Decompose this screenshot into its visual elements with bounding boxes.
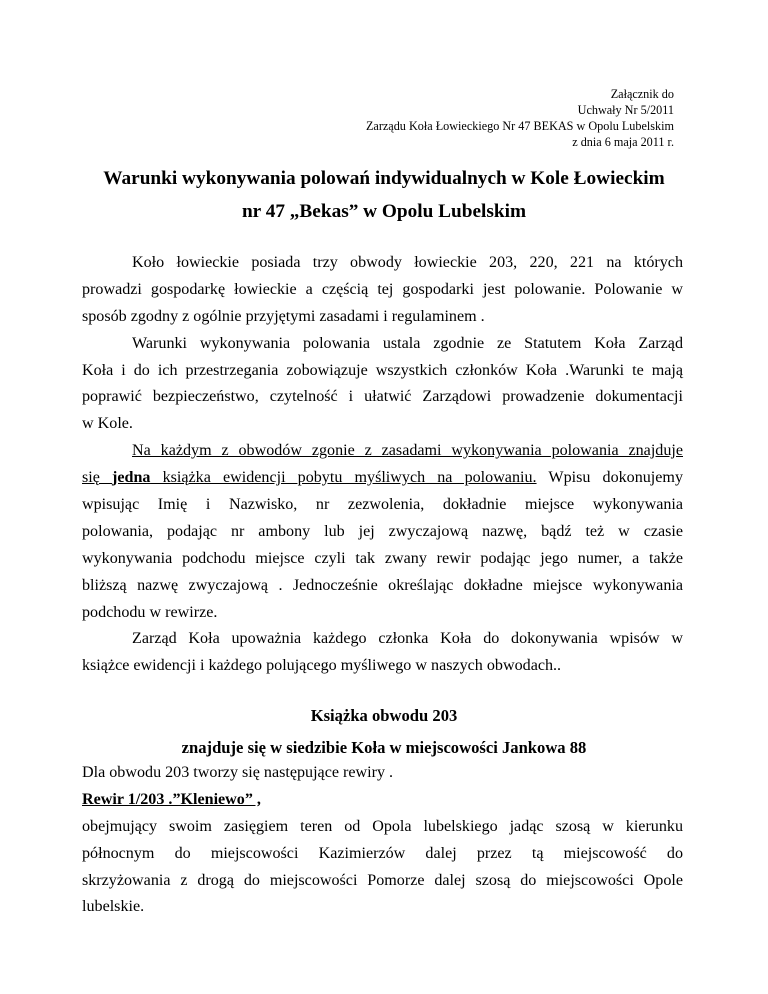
paragraph-line: Na każdym z obwodów zgonie z zasadami wykonywania polowania znajduje [132,442,683,460]
paragraph-line: lubelskie. [82,898,145,916]
paragraph-line: skrzyżowania z drogą do miejscowości Pomorze dalej szosą do miejscowości Opole [82,871,683,889]
attachment-line: Zarządu Koła Łowieckiego Nr 47 BEKAS w Opolu Lubelskim [365,119,674,133]
paragraph-line [82,465,683,492]
paragraph-line: Koło łowieckie posiada trzy obwody łowieckie 203, 220, 221 na których [132,254,683,271]
bold-underlined-text: jedna [112,469,151,487]
attachment-line: Załącznik do [610,87,674,101]
section-text [82,760,683,921]
rewir-label: Rewir 1/203 .”Kleniewo” , [82,790,261,808]
section-title: Książka obwodu 203 [310,706,458,725]
attachment-line: Uchwały Nr 5/2011 [577,103,674,117]
paragraph-line: bliższą nazwę zwyczajową . Jednocześnie określając dokładne miejsce wykonywania [82,576,683,594]
paragraph-line: Dla obwodu 203 tworzy się następujące rewiry . [82,764,394,781]
paragraph-line: polowania, podając nr ambony lub jej zwyczajową nazwę, bądź też w czasie [82,522,683,540]
paragraph-line: wykonywania podchodu miejsce czyli tak zwany rewir podając jego numer, a także [82,549,683,567]
paragraph-line: podchodu w rewirze. [82,603,218,621]
paragraph-line: obejmujący swoim zasięgiem teren od Opola lubelskiego jadąc szosą w kierunku [82,817,683,835]
paragraph-line: w Kole. [82,415,133,433]
section-subtitle: znajduje się w siedzibie Koła w miejscowości Jankowa 88 [181,738,587,757]
paragraph-line: wpisując Imię i Nazwisko, nr zezwolenia, dokładnie miejsce wykonywania [82,496,683,514]
attachment-line: z dnia 6 maja 2011 r. [572,135,674,149]
paragraph-line: sposób zgodny z ogólnie przyjętymi zasadami i regulaminem . [82,307,485,325]
paragraph-line: poprawić bezpieczeństwo, czytelność i ułatwić Zarządowi prowadzenie dokumentacji [82,388,683,406]
paragraph-line: północnym do miejscowości Kazimierzów dalej przez tą miejscowość do [82,844,683,862]
paragraph-line: książce ewidencji i każdego polującego myśliwego w naszych obwodach.. [82,657,562,675]
attachment-note [366,86,674,150]
paragraph-line: Warunki wykonywania polowania ustala zgodnie ze Statutem Koła Zarząd [132,334,683,352]
text: Wpisu dokonujemy [536,469,683,487]
paragraph-line: Zarząd Koła upoważnia każdego członka Koła do dokonywania wpisów w [132,630,683,648]
paragraph-line: Koła i do ich przestrzegania zobowiązuje wszystkich członków Koła .Warunki te mają [82,361,683,379]
intro-text [82,250,683,680]
underlined-text: książka ewidencji pobytu myśliwych na polowaniu. [150,469,537,487]
rewir-heading [82,787,683,814]
paragraph-line: prowadzi gospodarkę łowieckie a częścią tej gospodarki jest polowanie. Polowanie w [82,280,683,298]
document-title-line1: Warunki wykonywania polowań indywidualnych w Kole Łowieckim [103,168,665,189]
document-title-line2: nr 47 „Bekas” w Opolu Lubelskim [241,201,527,222]
underlined-text: się [82,469,113,487]
